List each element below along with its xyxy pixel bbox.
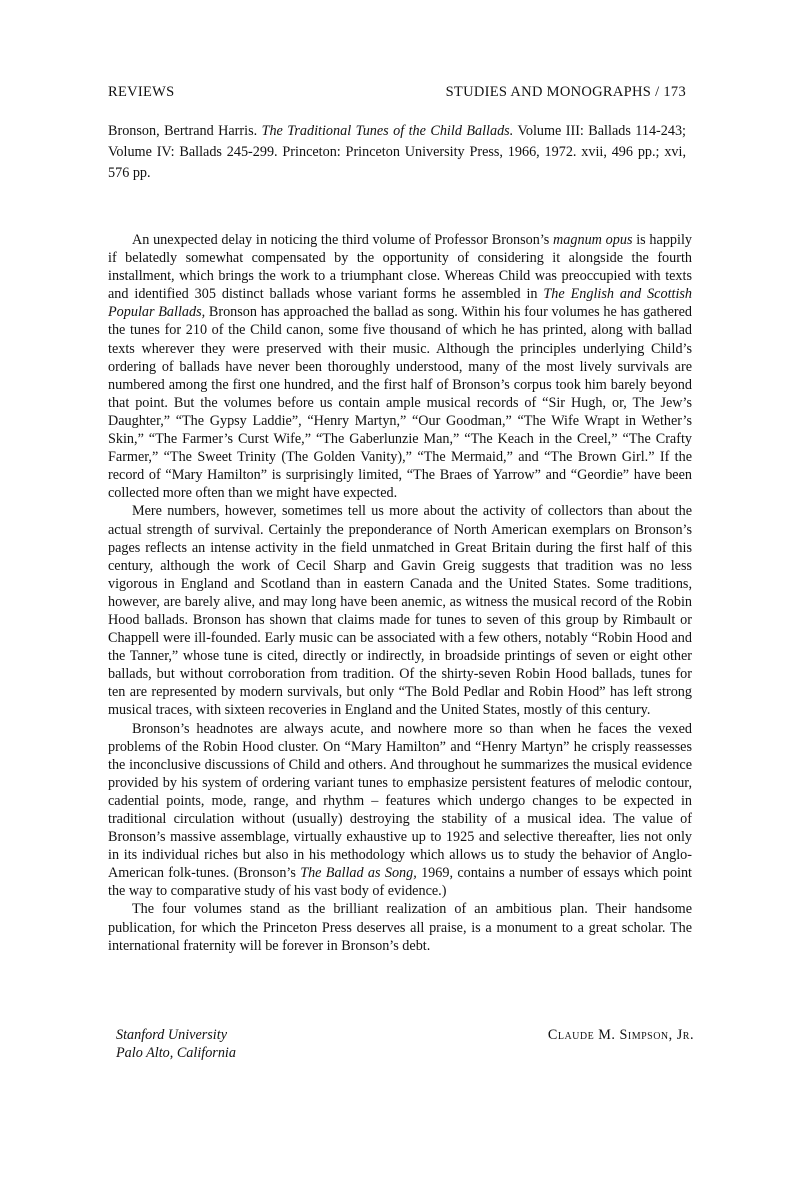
- p1-text-c: Bronson has approached the ballad as song. Within his four volumes he has gathered the tunes for 210 of the Child canon, some five thousand of which he has printed, along with ballad texts wherever they were preserved with their music. Although the principles underlying Child’s ordering of ballads have never been thoroughly understood, many of the most lively survivals are numbered among the first one hundred, and the first half of Bronson’s corpus took him barely beyond that point. But the volumes before us contain ample musical records of “Sir Hugh, or, The Jew’s Daughter,” “The Gypsy Laddie”, “Henry Martyn,” “Our Goodman,” “The Wife Wrapt in Wether’s Skin,” “The Farmer’s Curst Wife,” “The Gaberlunzie Man,” “The Keach in the Creel,” “The Crafty Farmer,” “The Sweet Trinity (The Golden Vanity),” “The Mermaid,” and “The Brown Girl.” If the record of “Mary Hamilton” is surprisingly limited, “The Braes of Yarrow” and “Geordie” have been collected more often than we might have expected.: [108, 304, 692, 502]
- running-head: [108, 84, 686, 104]
- citation-author: Bronson, Bertrand Harris.: [108, 123, 258, 139]
- review-body: [108, 231, 692, 955]
- p1-text-b: is happily if belatedly somewhat compensated by the opportunity of considering it alongside the fourth installment, which brings the work to a triumphant close. Whereas Child was preoccupied with texts and identified 305 distinct ballads whose variant forms he assembled in: [108, 232, 692, 303]
- citation-details: Volume III: Ballads 114-243; Volume IV: Ballads 245-299. Princeton: Princeton University Press, 1966, 1972. xvii, 496 pp.; xvi, 576 pp.: [108, 123, 686, 181]
- affiliation-line-1: Stanford University: [116, 1027, 227, 1043]
- citation-title: The Traditional Tunes of the Child Ballads.: [261, 123, 514, 139]
- p3-italic-ballad-as-song: The Ballad as Song,: [300, 865, 417, 882]
- paragraph-3: [108, 720, 692, 901]
- paragraph-4: The four volumes stand as the brilliant realization of an ambitious plan. Their handsome publication, for which the Princeton Press deserves all praise, is a monument to a great scholar. The international fraternity will be forever in Bronson’s debt.: [108, 901, 692, 954]
- section-label: REVIEWS: [108, 84, 175, 100]
- paragraph-1: [108, 231, 692, 502]
- p1-italic-magnum-opus: magnum opus: [553, 232, 633, 248]
- p1-text-a: An unexpected delay in noticing the third volume of Professor Bronson’s: [132, 232, 554, 248]
- signoff: [108, 1026, 694, 1066]
- journal-page-label: STUDIES AND MONOGRAPHS / 173: [445, 84, 686, 100]
- affiliation: [116, 1026, 236, 1062]
- p3-text-a: Bronson’s headnotes are always acute, and nowhere more so than when he faces the vexed problems of the Robin Hood cluster. On “Mary Hamilton” and “Henry Martyn” he crisply reassesses the inconclusive discussions of Child and others. And throughout he summarizes the musical evidence provided by his system of ordering variant tunes to emphasize persistent features of melodic contour, cadential points, mode, range, and rhythm – features which undergo changes to be expected in traditional circulation without (usually) destroying the stability of a musical idea. The value of Bronson’s massive assemblage, virtually exhaustive up to 1925 and selective thereafter, lies not only in its individual riches but also in his methodology which allows us to study the behavior of Anglo-American folk-tunes. (Bronson’s: [108, 720, 692, 882]
- reviewer-name: Claude M. Simpson, Jr.: [547, 1027, 694, 1043]
- p3-text-b: 1969, contains a number of essays which point the way to comparative study of his vast body of evidence.): [108, 865, 692, 900]
- book-citation: [108, 121, 686, 184]
- p1-italic-child-title: The English and Scottish Popular Ballads,: [108, 286, 693, 321]
- affiliation-line-2: Palo Alto, California: [116, 1045, 236, 1061]
- paragraph-2: Mere numbers, however, sometimes tell us more about the activity of collectors than about the actual strength of survival. Certainly the preponderance of North American exemplars on Bronson’s pages reflects an intense activity in the field unmatched in Great Britain during the first half of this century, although the work of Cecil Sharp and Gavin Greig suggests that tradition was no less vigorous in England and Scotland than in eastern Canada and the United States. Some traditions, however, are barely alive, and may long have been anemic, as witness the musical record of the Robin Hood ballads. Bronson has shown that claims made for tunes to seven of this group by Rimbault or Chappell were ill-founded. Early music can be associated with a few others, notably “Robin Hood and the Tanner,” whose tune is cited, directly or indirectly, in broadside printings of seven or eight other ballads, but without corroboration from tradition. Of the shirty-seven Robin Hood ballads, tunes for ten are represented by modern survivals, but only “The Bold Pedlar and Robin Hood” has left strong musical traces, with sixteen recoveries in England and the United States, mostly of this century.: [108, 503, 692, 719]
